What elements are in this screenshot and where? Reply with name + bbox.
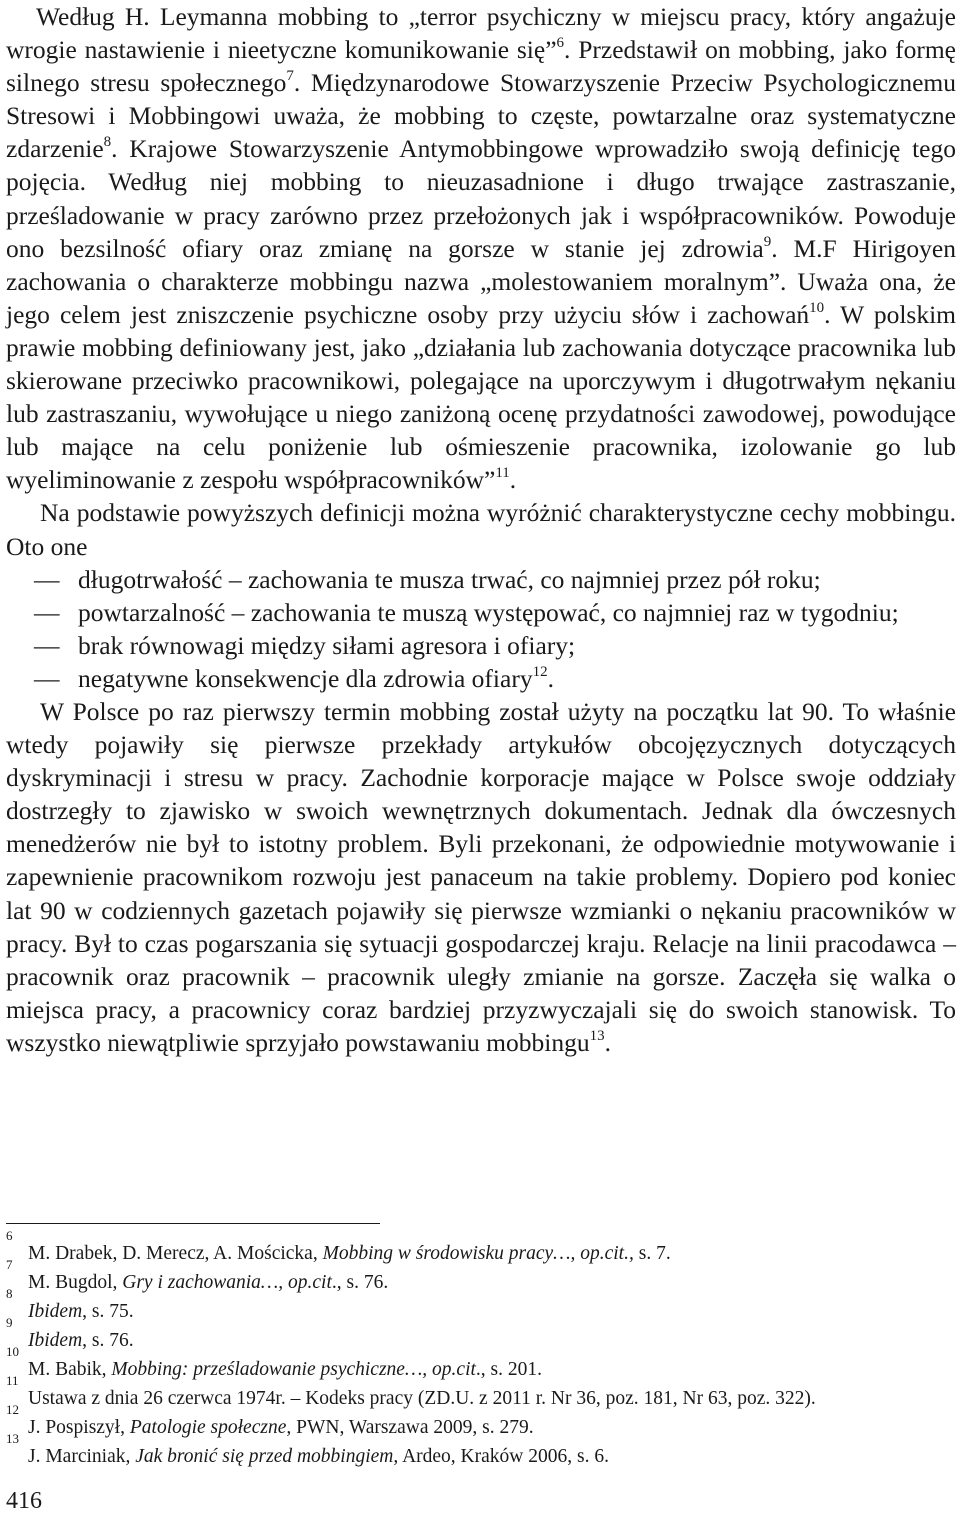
footnote-title: Patologie społeczne, [129, 1417, 292, 1438]
footnote-number: 9 [6, 1315, 13, 1330]
footnote-title: Jak bronić się przed mobbingiem, [135, 1446, 399, 1467]
footnote [6, 1228, 956, 1268]
footnote-text [28, 1384, 956, 1413]
text-run: negatywne konsekwencje dla zdrowia ofiary [78, 663, 533, 693]
footnote-number: 12 [6, 1402, 19, 1417]
text-run: M. Bugdol, [28, 1272, 123, 1293]
page-number: 416 [6, 1488, 42, 1514]
text-run: ., s. 201. [475, 1359, 543, 1380]
footnote [6, 1344, 956, 1384]
text-run: PWN, Warszawa 2009, s. 279. [291, 1417, 534, 1438]
features-list [6, 563, 956, 695]
text-run: . [604, 1027, 611, 1057]
footnote-ref-10[interactable]: 10 [809, 299, 825, 316]
footnote-title: Gry i zachowania…, op.cit [122, 1272, 332, 1293]
text-run: . Międzynarodowe Stowarzyszenie Przeciw Psychologicznemu Stresowi i Mobbingowi uważa, że mobbing to częste, powtarzalne oraz systematyczne zdarzenie [6, 68, 956, 164]
text-run: Ardeo, Kraków 2006, s. 6. [398, 1446, 609, 1467]
text-run: ., s. 76. [331, 1272, 389, 1293]
text-run: Według H. Leymanna mobbing to „terror psychiczny w miejscu pracy, który angażuje wrogie nastawienie i nieetyczne komunikowanie się” [6, 2, 956, 65]
text-run: M. Drabek, D. Merecz, A. Mościcka, [28, 1243, 323, 1264]
footnote-title: Ibidem [28, 1330, 83, 1351]
footnote-number: 10 [6, 1344, 19, 1359]
footnote-text [28, 1442, 956, 1471]
list-item: — długotrwałość – zachowania te musza trwać, co najmniej przez pół roku; [6, 563, 956, 596]
text-run: . [547, 663, 554, 693]
list-item: — powtarzalność – zachowania te muszą występować, co najmniej raz w tygodniu; [6, 596, 956, 629]
text-run: J. Pospiszył, [28, 1417, 130, 1438]
footnote-ref-12[interactable]: 12 [532, 663, 548, 680]
page-body [6, 0, 956, 1059]
footnote-ref-9[interactable]: 9 [763, 233, 772, 250]
footnote-title: Mobbing: prześladowanie psychiczne…, op.cit [111, 1359, 476, 1380]
footnote-ref-11[interactable]: 11 [495, 465, 510, 482]
footnote [6, 1286, 956, 1326]
footnote-text [28, 1326, 956, 1355]
text-run: , s. 76. [82, 1330, 134, 1351]
text-run: . [509, 465, 517, 495]
text-run: Ustawa z dnia 26 czerwca 1974r. – Kodeks pracy (ZD.U. z 2011 r. Nr 36, poz. 181, Nr 63, poz. 322). [28, 1388, 816, 1409]
text-run: W Polsce po raz pierwszy termin mobbing został użyty na początku lat 90. To właśnie wtedy pojawiły się pierwsze przekłady artykułów obcojęzycznych dotyczących dyskryminacji i stresu w pracy. Zachodnie korporacje mające w Polsce swoje oddziały dostrzegły to zjawisko w swoich wewnętrznych dokumentach. Jednak dla ówczesnych menedżerów nie był to istotny problem. Byli przekonani, że odpowiednie motywowanie i zapewnienie pracownikom rozwoju jest panaceum na takie problemy. Dopiero pod koniec lat 90 w codziennych gazetach pojawiły się pierwsze wzmianki o nękaniu pracowników w pracy. Był to czas pogarszania się sytuacji gospodarczej kraju. Relacje na linii pracodawca – pracownik oraz pracownik – pracownik uległy zmianie na gorsze. Zaczęła się walka o miejsca pracy, a pracownicy coraz bardziej przyzwyczajali się do swoich stanowisk. To wszystko niewątpliwie sprzyjało powstawaniu mobbingu [6, 696, 956, 1057]
footnote [6, 1431, 956, 1471]
list-item: — brak równowagi między siłami agresora i ofiary; [6, 629, 956, 662]
list-item [6, 662, 956, 695]
footnote-number: 11 [6, 1373, 19, 1388]
footnote-title: Ibidem [28, 1301, 83, 1322]
footnote-number: 13 [6, 1431, 19, 1446]
footnote-text [28, 1268, 956, 1297]
paragraph-features-intro: Na podstawie powyższych definicji można wyróżnić charakterystyczne cechy mobbingu. Oto one [6, 498, 956, 561]
footnote-number: 7 [6, 1257, 13, 1272]
footnote-text [28, 1239, 956, 1268]
footnote-text [28, 1413, 956, 1442]
footnote-ref-7[interactable]: 7 [286, 68, 294, 85]
text-run: M. Babik, [28, 1359, 112, 1380]
text-run: . W polskim prawie mobbing definiowany jest, jako „działania lub zachowania dotyczące pracownika lub skierowane przeciwko pracownikowi, polegające na uporczywym i długotrwałym nękaniu lub zastraszaniu, wywołujące u niego zaniżoną ocenę przydatności zawodowej, powodujące lub mające na celu poniżenie lub ośmieszenie pracownika, izolowanie go lub wyeliminowanie z zespołu współpracowników” [6, 299, 956, 495]
footnotes [6, 1228, 956, 1471]
footnote-ref-13[interactable]: 13 [589, 1027, 605, 1044]
paragraph-history [6, 695, 956, 1059]
footnote-number: 8 [6, 1286, 13, 1301]
text-run: , s. 75. [82, 1301, 134, 1322]
footnote-text [28, 1355, 956, 1384]
footnote-text [28, 1297, 956, 1326]
text-run: s. 7. [633, 1243, 671, 1264]
main-text [6, 0, 956, 1059]
text-run: . Krajowe Stowarzyszenie Antymobbingowe wprowadziło swoją definicję tego pojęcia. Według niej mobbing to nieuzasadnione i długo trwające zastraszanie, prześladowanie w pracy zarówno przez przełożonych jak i współpracowników. Powoduje ono bezsilność ofiary oraz zmianę na gorsze w stanie jej zdrowia [6, 134, 956, 263]
footnote-ref-8[interactable]: 8 [103, 134, 112, 151]
paragraph-definitions [6, 0, 956, 496]
text-run: J. Marciniak, [28, 1446, 136, 1467]
footnote [6, 1315, 956, 1355]
footnote [6, 1402, 956, 1442]
footnote [6, 1373, 956, 1413]
footnote-number: 6 [6, 1228, 13, 1243]
footnote-title: Mobbing w środowisku pracy…, op.cit., [322, 1243, 634, 1264]
text-run: . M.F Hirigoyen zachowania o charakterze mobbingu nazwa „molestowaniem moralnym”. Uważa ona, że jego celem jest zniszczenie psychiczne osoby przy użyciu słów i zachowań [6, 233, 956, 329]
footnote [6, 1257, 956, 1297]
footnote-ref-6[interactable]: 6 [556, 35, 565, 52]
footnote-separator [6, 1223, 380, 1224]
text-run: . Przedstawił on mobbing, jako formę silnego stresu społecznego [6, 35, 956, 98]
